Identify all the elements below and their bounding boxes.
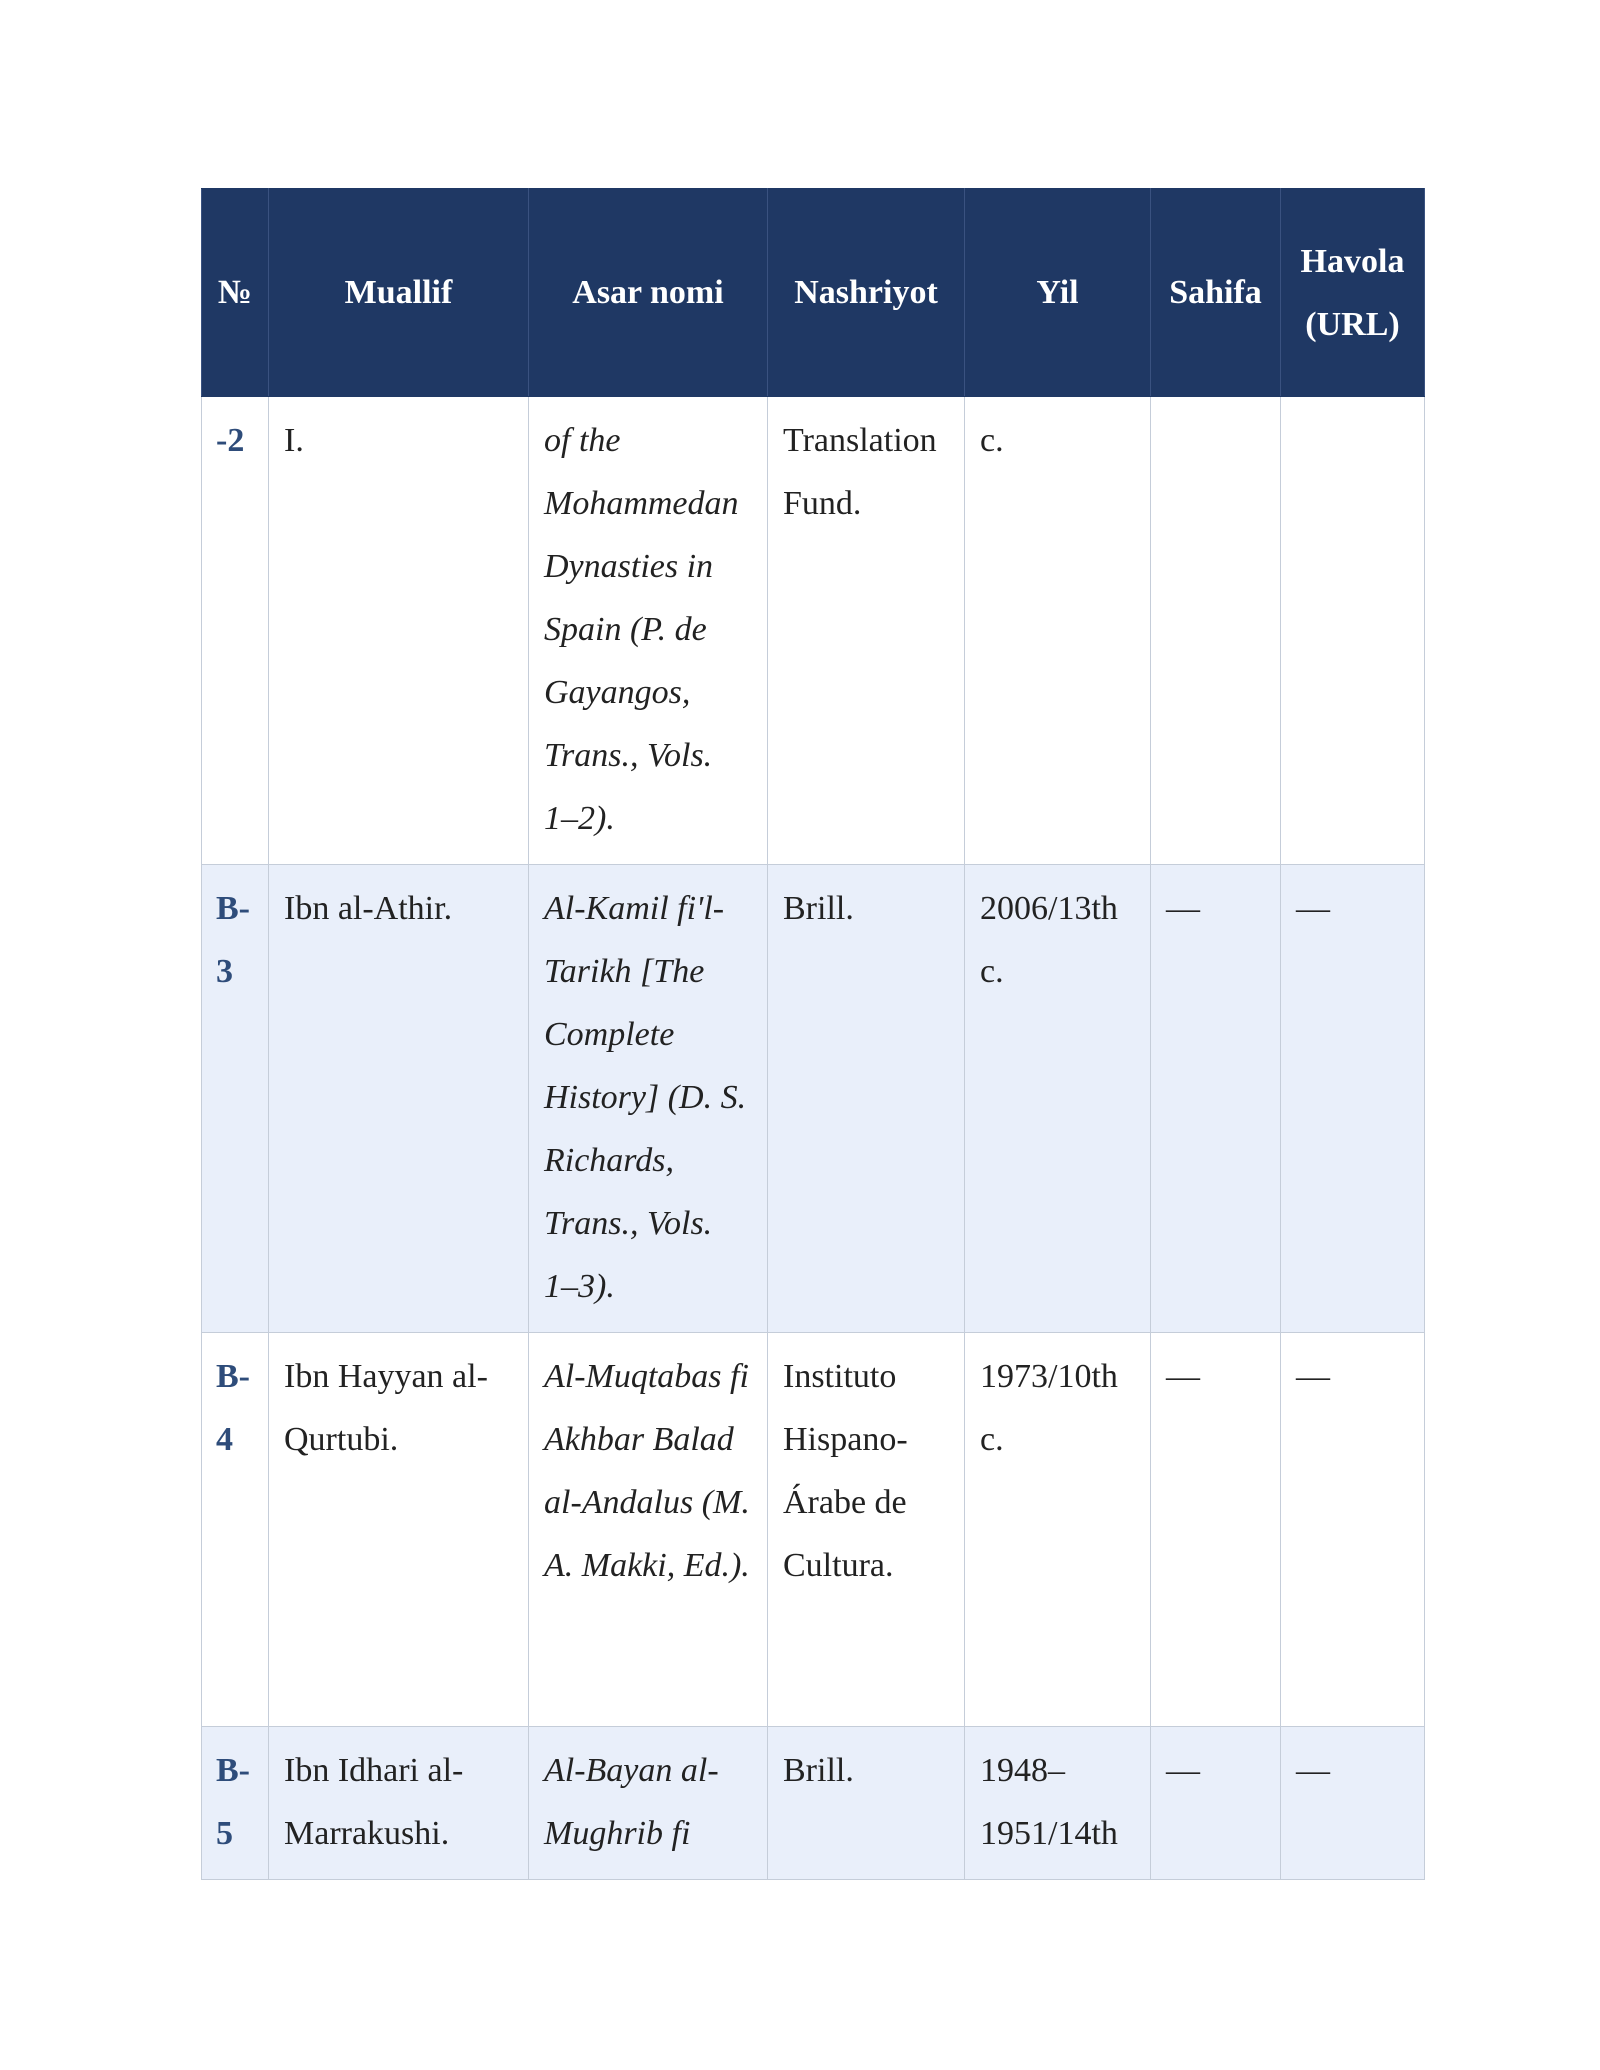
- row-author: Ibn Hayyan al-Qurtubi.: [269, 1333, 529, 1727]
- row-number: B-5: [202, 1727, 269, 1880]
- row-publisher: Brill.: [768, 1727, 965, 1880]
- table-body: [202, 397, 1425, 1880]
- table-row: [202, 1727, 1425, 1880]
- row-url: —: [1281, 1727, 1425, 1880]
- row-title: Al-Bayan al-Mughrib fi: [529, 1727, 768, 1880]
- row-year: 1973/10th c.: [965, 1333, 1151, 1727]
- header-number: №: [202, 189, 269, 397]
- table-row: [202, 397, 1425, 865]
- table-header: [202, 189, 1425, 397]
- row-page: —: [1151, 1727, 1281, 1880]
- row-publisher: Translation Fund.: [768, 397, 965, 865]
- header-page: Sahifa: [1151, 189, 1281, 397]
- row-number: B-4: [202, 1333, 269, 1727]
- row-author: Ibn al-Athir.: [269, 865, 529, 1333]
- header-row: [202, 189, 1425, 397]
- row-title: Al-Kamil fi'l-Tarikh [The Complete History] (D. S. Richards, Trans., Vols. 1–3).: [529, 865, 768, 1333]
- row-title: Al-Muqtabas fi Akhbar Balad al-Andalus (M. A. Makki, Ed.).: [529, 1333, 768, 1727]
- row-year: 2006/13th c.: [965, 865, 1151, 1333]
- table-row: [202, 1333, 1425, 1727]
- row-number: -2: [202, 397, 269, 865]
- row-author: I.: [269, 397, 529, 865]
- row-title: of the Mohammedan Dynasties in Spain (P. de Gayangos, Trans., Vols. 1–2).: [529, 397, 768, 865]
- row-page: —: [1151, 865, 1281, 1333]
- header-author: Muallif: [269, 189, 529, 397]
- header-title: Asar nomi: [529, 189, 768, 397]
- row-number: B-3: [202, 865, 269, 1333]
- row-url: [1281, 397, 1425, 865]
- header-year: Yil: [965, 189, 1151, 397]
- row-page: —: [1151, 1333, 1281, 1727]
- row-year: 1948–1951/14th: [965, 1727, 1151, 1880]
- row-author: Ibn Idhari al-Marrakushi.: [269, 1727, 529, 1880]
- row-year: c.: [965, 397, 1151, 865]
- header-publisher: Nashriyot: [768, 189, 965, 397]
- row-publisher: Instituto Hispano-Árabe de Cultura.: [768, 1333, 965, 1727]
- row-url: —: [1281, 865, 1425, 1333]
- row-url: —: [1281, 1333, 1425, 1727]
- bibliography-table: [201, 188, 1425, 1880]
- header-url: Havola (URL): [1281, 189, 1425, 397]
- row-page: [1151, 397, 1281, 865]
- row-publisher: Brill.: [768, 865, 965, 1333]
- table-row: [202, 865, 1425, 1333]
